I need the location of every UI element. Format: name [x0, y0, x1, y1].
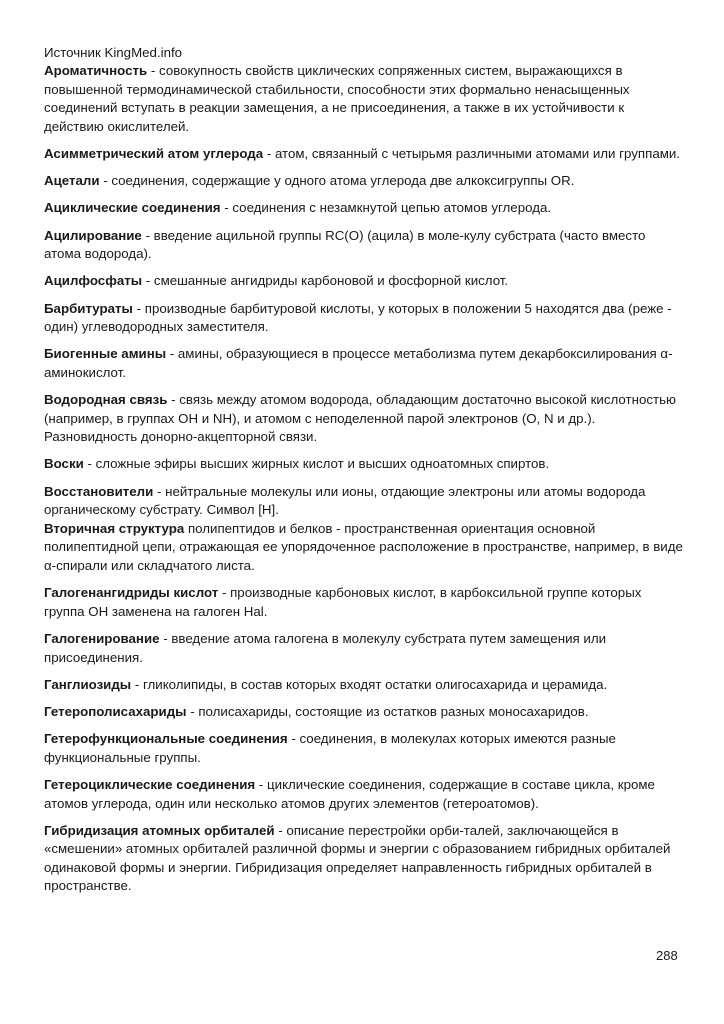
glossary-entry — [44, 703, 684, 722]
entry-definition: - связь между атомом водорода, обладающим достаточно высокой кислотностью (например, в группах OH и NH), и атомом с неподеленной парой электронов (O, N и др.). Разновидность донорно-акцепторной связи. — [44, 392, 676, 445]
glossary-entry — [44, 145, 684, 164]
entry-term: Гибридизация атомных орбиталей — [44, 822, 275, 838]
entry-definition: полипептидов и белков - пространственная ориентация основной полипептидной цепи, отражающая ее упорядоченное расположение в пространстве, например, в виде α-спирали или складчатого листа. — [44, 520, 683, 573]
entry-term: Восстановители — [44, 483, 154, 499]
entry-definition: - циклические соединения, содержащие в составе цикла, кроме атомов углерода, один или несколько атомов других элементов (гетероатомов). — [44, 776, 655, 811]
entry-term: Гетерополисахариды — [44, 703, 187, 719]
entry-definition: - производные барбитуровой кислоты, у которых в положении 5 находятся два (реже - один) углеводородных заместителя. — [44, 300, 672, 335]
entry-term: Ароматичность — [44, 63, 148, 78]
source-line: Источник KingMed.info — [44, 45, 183, 60]
glossary-entry — [44, 676, 684, 695]
entry-definition: - смешанные ангидриды карбоновой и фосфорной кислот. — [142, 273, 509, 289]
entry-definition: - сложные эфиры высших жирных кислот и высших одноатомных спиртов. — [83, 456, 550, 472]
glossary — [44, 62, 684, 896]
entry-definition: - гликолипиды, в состав которых входят остатки олигосахарида и церамида. — [131, 676, 608, 692]
entry-term: Ацетали — [44, 173, 100, 189]
glossary-entry — [44, 227, 684, 264]
glossary-entry — [44, 520, 684, 576]
entry-term: Гетероциклические соединения — [44, 776, 256, 792]
entry-definition: - атом, связанный с четырьмя различными атомами или группами. — [263, 145, 680, 161]
entry-definition: - введение атома галогена в молекулу субстрата путем замещения или присоединения. — [44, 630, 607, 665]
entry-definition: - амины, образующиеся в процессе метаболизма путем декарбоксилирования α-аминокислот. — [44, 346, 673, 380]
glossary-entry — [44, 776, 684, 813]
entry-definition: - введение ацильной группы RC(O) (ацила) в моле-кулу субстрата (часто вместо атома водорода). — [44, 227, 646, 262]
glossary-entry — [44, 300, 684, 337]
glossary-entry — [44, 822, 684, 896]
glossary-entry — [44, 172, 684, 191]
entry-term: Галогенирование — [44, 630, 160, 646]
glossary-entry — [44, 199, 684, 218]
entry-definition: - производные карбоновых кислот, в карбоксильной группе которых группа OH заменена на галоген Hal. — [44, 585, 642, 619]
glossary-entry — [44, 345, 684, 382]
entry-term: Барбитураты — [44, 300, 133, 316]
glossary-entry — [44, 730, 684, 767]
glossary-entry — [44, 272, 684, 291]
entry-term: Водородная связь — [44, 392, 168, 408]
glossary-entry — [44, 630, 684, 667]
glossary-entry — [44, 483, 684, 520]
entry-term: Галогенангидриды кислот — [44, 585, 219, 601]
entry-term: Вторичная структура — [44, 520, 185, 536]
entry-definition: - нейтральные молекулы или ионы, отдающие электроны или атомы водорода органическому субстрату. Символ [H]. — [44, 483, 646, 518]
entry-definition: - соединения, в молекулах которых имеются разные функциональные группы. — [44, 731, 616, 765]
entry-term: Ациклические соединения — [44, 200, 221, 216]
entry-term: Воски — [44, 456, 84, 472]
glossary-entry — [44, 62, 684, 136]
page-content — [44, 44, 684, 905]
entry-term: Биогенные амины — [44, 346, 167, 362]
glossary-entry — [44, 391, 684, 447]
glossary-entry — [44, 584, 684, 621]
glossary-entry — [44, 455, 684, 474]
entry-definition: - описание перестройки орби-талей, заключающейся в «смешении» атомных орбиталей различной формы и энергии с образованием гибридных орбиталей одинаковой формы и энергии. Гибридизация определяет направленность гибридных орбиталей в пространстве. — [44, 822, 671, 894]
entry-term: Ацилфосфаты — [44, 273, 143, 289]
entry-term: Ганглиозиды — [44, 676, 132, 692]
entry-definition: - соединения, содержащие у одного атома углерода две алкоксигруппы OR. — [99, 173, 575, 189]
entry-definition: - совокупность свойств циклических сопряженных систем, выражающихся в повышенной термодинамической стабильности, способности этих формально ненасыщенных соединений вступать в реакции замещения, а не присоединения, а также в их устойчивости к действию окислителей. — [44, 63, 630, 134]
entry-definition: - полисахариды, состоящие из остатков разных моносахаридов. — [186, 703, 589, 719]
entry-term: Гетерофункциональные соединения — [44, 731, 288, 747]
entry-definition: - соединения с незамкнутой цепью атомов углерода. — [220, 200, 552, 216]
entry-term: Ацилирование — [44, 227, 142, 243]
entry-term: Асимметрический атом углерода — [44, 145, 264, 161]
page-number: 288 — [656, 948, 678, 963]
